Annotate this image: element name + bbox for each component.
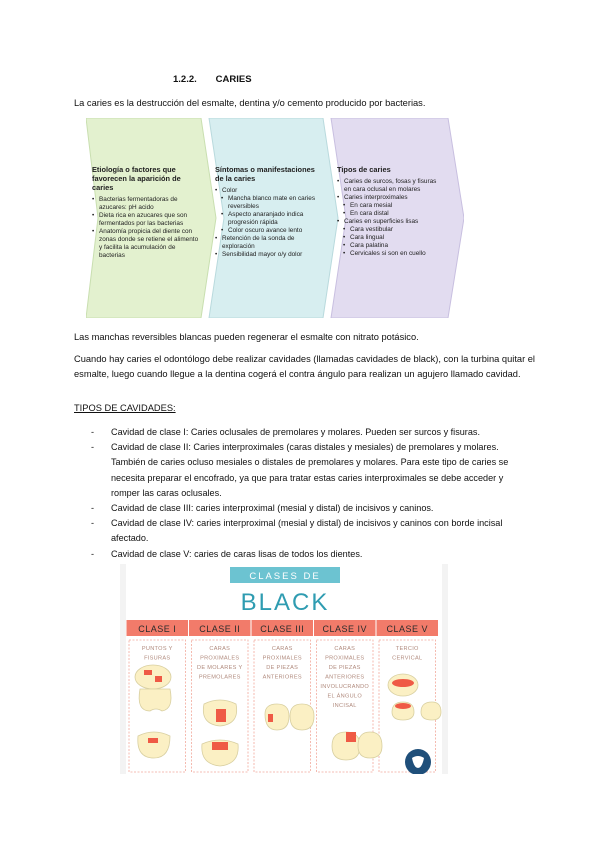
- class-label: CLASE II: [199, 624, 241, 634]
- class-description-line: CARAS: [271, 646, 293, 652]
- paragraph-manchas: Las manchas reversibles blancas pueden regenerar el esmalte con nitrato potásico.: [74, 332, 419, 342]
- class-description-line: PROXIMALES: [262, 655, 302, 662]
- tipos-heading: TIPOS DE CAVIDADES:: [74, 403, 176, 413]
- class-description-line: EL ÁNGULO: [327, 693, 363, 700]
- class-description-line: FISURAS: [144, 655, 171, 662]
- diagram-item: • En cara mesial: [337, 202, 445, 210]
- section-number: 1.2.2.: [173, 74, 197, 85]
- class-description-line: DE PIEZAS: [266, 665, 299, 671]
- column-1-list: [92, 196, 202, 260]
- class-description-line: TERCIO: [395, 646, 419, 652]
- diagram-item: • Dieta rica en azucares que son fermentados por las bacterias: [92, 212, 202, 228]
- diagram-item: • Retención de la sonda de exploración: [215, 235, 325, 251]
- diagram-item: • Caries interproximales: [337, 194, 445, 202]
- class-description-line: DE PIEZAS: [328, 665, 361, 671]
- section-heading: [173, 74, 252, 85]
- black-classes-infographic: [120, 564, 448, 774]
- class-description-line: ANTERIORES: [325, 674, 365, 681]
- cavidad-item: - Cavidad de clase IV: caries interproximal (mesial y distal) de incisivos y caninos con borde incisal afectado.: [91, 516, 521, 546]
- intro-paragraph: La caries es la destrucción del esmalte, dentina y/o cemento producido por bacterias.: [74, 98, 426, 108]
- class-description-line: PROXIMALES: [200, 655, 240, 662]
- diagram-item: • Anatomía propicia del diente con zonas donde se retiene el alimento y facilita la acumulación de bacterias: [92, 228, 202, 260]
- class-label: CLASE V: [386, 624, 429, 634]
- diagram-column-2: [209, 118, 339, 318]
- diagram-item: • Sensibilidad mayor o/y dolor: [215, 251, 325, 259]
- cavidad-item: - Cavidad de clase V: caries de caras lisas de todos los dientes.: [91, 547, 521, 562]
- class-description-line: CARAS: [209, 646, 231, 652]
- cavidades-list: [91, 425, 521, 562]
- class-label: CLASE I: [138, 624, 177, 634]
- section-title: CARIES: [215, 74, 252, 85]
- class-description-line: ANTERIORES: [262, 674, 302, 681]
- diagram-item: • Aspecto anaranjado indica progresión rápida: [215, 211, 325, 227]
- column-1-title: Etiología o factores que favorecen la aparición de caries: [92, 165, 181, 192]
- cavidad-item: - Cavidad de clase I: Caries oclusales de premolares y molares. Pueden ser surcos y fisuras.: [91, 425, 521, 440]
- diagram-item: • Cara vestibular: [337, 226, 445, 234]
- cavidad-item: - Cavidad de clase II: Caries interproximales (caras distales y mesiales) de premolares y molares. También de caries ocluso mesiales o distales de premolares y molares. Para este tipo de caries se necesita preparar el encofrado, ya que para tratar estas caries interproximales se debe acceder y romper las caras oclusales.: [91, 440, 521, 501]
- diagram-item: • Cervicales si son en cuello: [337, 250, 445, 258]
- diagram-item: • Cara palatina: [337, 242, 445, 250]
- diagram-item: • Cara lingual: [337, 234, 445, 242]
- diagram-item: • En cara distal: [337, 210, 445, 218]
- diagram-item: • Bacterias fermentadoras de azucares: pH acido: [92, 196, 202, 212]
- column-3-list: [337, 178, 445, 258]
- class-description-line: PREMOLARES: [198, 674, 241, 681]
- diagram-item: • Color oscuro avance lento: [215, 227, 325, 235]
- class-label: CLASE III: [260, 624, 305, 634]
- column-2-title: Síntomas o manifestaciones de la caries: [215, 165, 315, 183]
- class-description-line: CERVICAL: [392, 655, 423, 662]
- cavidad-item: - Cavidad de clase III: caries interproximal (mesial y distal) de incisivos y caninos.: [91, 501, 521, 516]
- diagram-item: • Caries en superficies lisas: [337, 218, 445, 226]
- class-description-line: INCISAL: [332, 703, 357, 709]
- column-2-list: [215, 187, 325, 259]
- paragraph-cavidades: Cuando hay caries el odontólogo debe realizar cavidades (llamadas cavidades de black), con la turbina quitar el esmalte, luego cuando llegue a la dentina cogerá el contra ángulo para realizan un agujero llamado cavidad.: [74, 354, 535, 379]
- column-3-title: Tipos de caries: [337, 165, 391, 174]
- diagram-item: • Mancha blanco mate en caries reversibles: [215, 195, 325, 211]
- class-description-line: INVOLUCRANDO: [320, 684, 370, 690]
- class-description-line: DE MOLARES Y: [197, 665, 243, 671]
- class-description-line: PROXIMALES: [325, 655, 365, 662]
- diagram-item: • Color: [215, 187, 325, 195]
- black-title: BLACK: [240, 589, 330, 616]
- banner-text: CLASES DE: [249, 571, 321, 582]
- class-label: CLASE IV: [322, 624, 368, 634]
- class-description-line: CARAS: [334, 646, 356, 652]
- caries-diagram: [86, 118, 464, 318]
- diagram-column-1: [86, 118, 216, 318]
- diagram-column-3: [331, 118, 461, 318]
- diagram-item: • Caries de surcos, fosas y fisuras en cara oclusal en molares: [337, 178, 445, 194]
- class-description-line: PUNTOS Y: [141, 646, 173, 652]
